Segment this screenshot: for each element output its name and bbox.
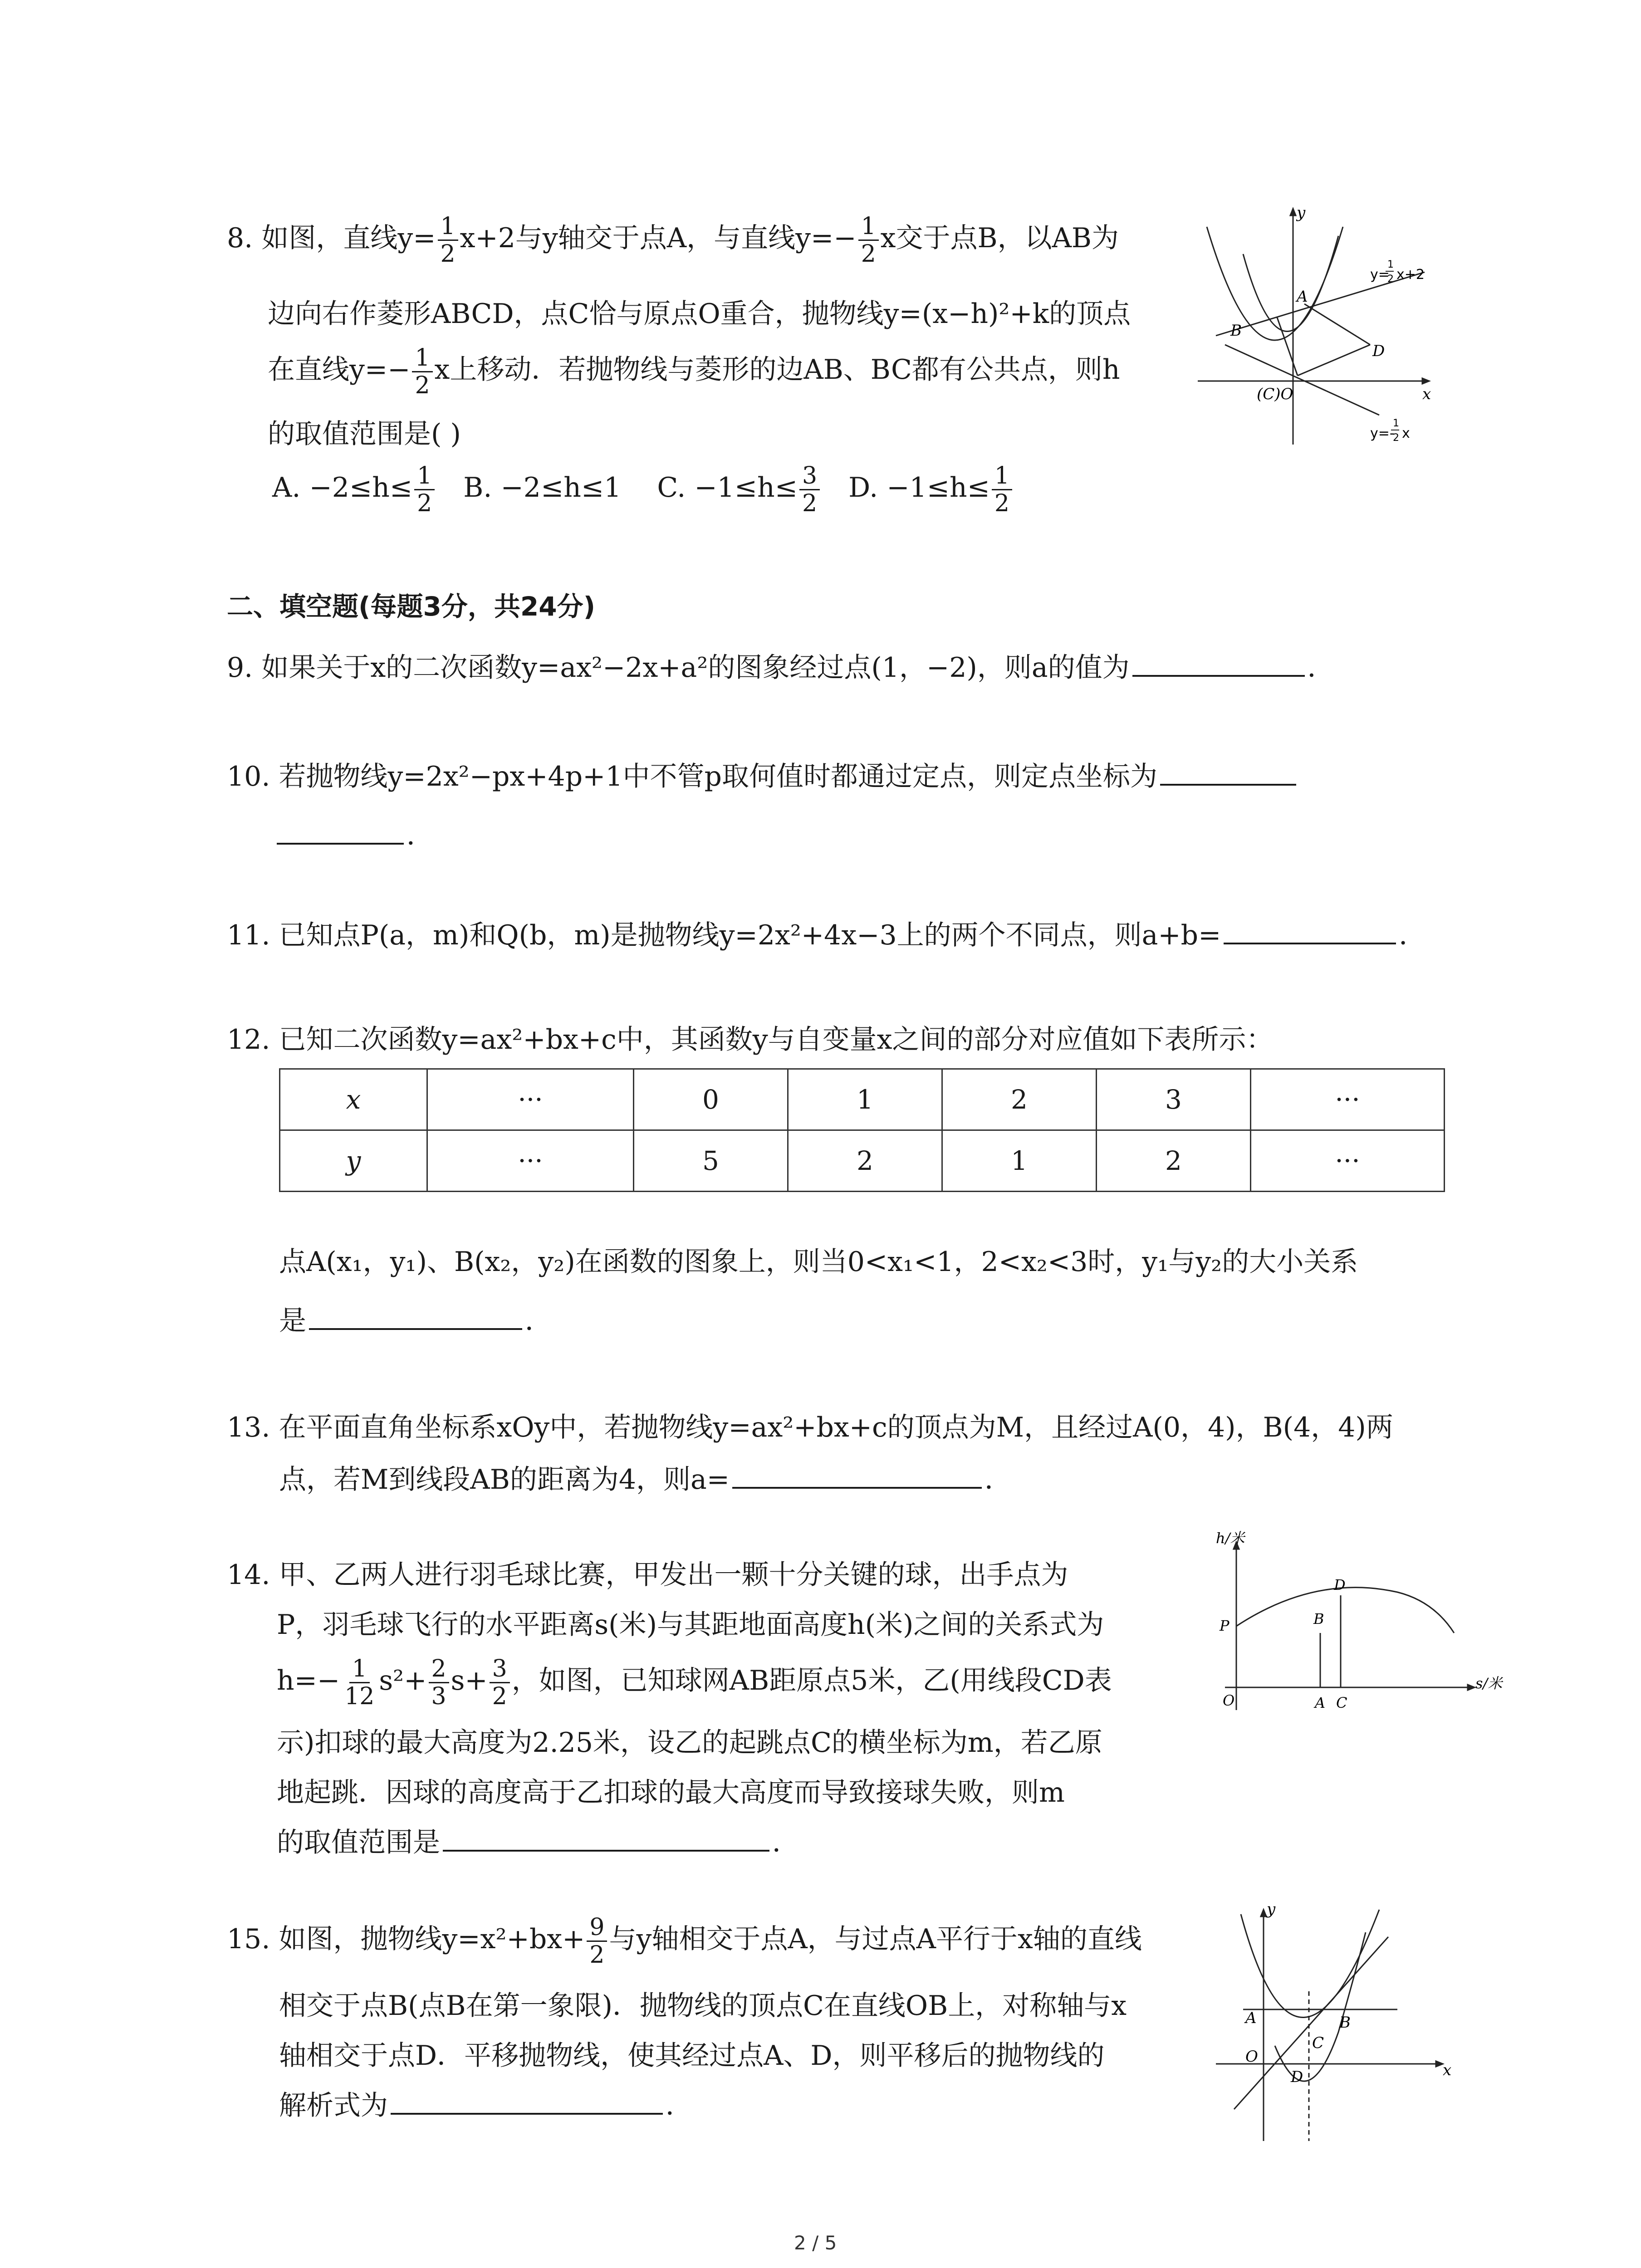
fig-label: x (1422, 385, 1431, 403)
q14-figure (1198, 1529, 1503, 1737)
fig-label: B (1230, 322, 1242, 340)
svg-text:O: O (1245, 2048, 1258, 2066)
page-number: 2 / 5 (794, 2232, 837, 2254)
fig-line-label-1 (1370, 259, 1425, 285)
svg-text:y: y (1267, 1900, 1276, 1918)
svg-text:D: D (1291, 2068, 1303, 2086)
q15-line4: 解析式为 ． (279, 2082, 693, 2129)
fig-label: D (1372, 342, 1385, 360)
q14-line6: 的取值范围是 ． (277, 1819, 799, 1866)
q8-figure (1189, 200, 1443, 454)
q14-line5: 地起跳．因球的高度高于乙扣球的最大高度而导致接球失败，则m (277, 1777, 1065, 1809)
fraction: $\frac{1}{2}$ (858, 213, 879, 267)
answer-blank[interactable] (309, 1301, 522, 1330)
q11: 11. 已知点P(a，m)和Q(b，m)是抛物线y=2x²+4x−3上的两个不同点，则a+b= ． (227, 912, 1426, 959)
svg-text:P: P (1220, 1617, 1230, 1634)
svg-text:y=-: y=- (1370, 425, 1395, 441)
answer-blank[interactable] (1160, 757, 1296, 786)
svg-text:h/米: h/米 (1216, 1530, 1245, 1547)
svg-text:x: x (1402, 425, 1410, 441)
svg-text:A: A (1315, 1694, 1326, 1711)
fig-label: A (1297, 288, 1308, 306)
svg-text:y=: y= (1370, 267, 1390, 283)
q8-number: 8. (227, 222, 253, 254)
q10: 10. 若抛物线y=2x²−px+4p+1中不管p取何值时都通过定点，则定点坐标为 (227, 753, 1299, 800)
svg-text:s/米: s/米 (1475, 1675, 1503, 1692)
q15-line1: 15. 如图，抛物线y=x²+bx+ $\frac{9}{2}$ 与y轴相交于点A，与过点A平行于x轴的直线 (227, 1914, 1142, 1969)
q14-line3: h=− $\frac{1}{12}$ s²+ $\frac{2}{3}$ s+ $\frac{3}{2}$ ，如图，已知球网AB距原点5米，乙(用线段CD表 (277, 1655, 1112, 1710)
q15-line2: 相交于点B(点B在第一象限)．抛物线的顶点C在直线OB上，对称轴与x (279, 1990, 1127, 2022)
svg-text:1: 1 (1387, 259, 1394, 270)
q10-cont: ． (277, 812, 434, 859)
q14-line4: 示)扣球的最大高度为2.25米，设乙的起跳点C的横坐标为m，若乙原 (277, 1727, 1102, 1759)
table-row: y ··· 5 2 1 2 ··· (280, 1130, 1445, 1192)
option-d: D. −1≤h≤ $\frac{1}{2}$ (848, 472, 1014, 503)
svg-text:A: A (1245, 2009, 1257, 2027)
table-row: x ··· 0 1 2 3 ··· (280, 1069, 1445, 1130)
answer-blank[interactable] (277, 816, 404, 845)
svg-text:2: 2 (1387, 274, 1394, 285)
fraction: $\frac{1}{2}$ (412, 345, 432, 399)
q8-line3: 在直线y=− $\frac{1}{2}$ x上移动．若抛物线与菱形的边AB、BC都有公共点，则h (268, 344, 1120, 399)
q12-after1: 点A(x₁，y₁)、B(x₂，y₂)在函数的图象上，则当0<x₁<1，2<x₂<3时，y₁与y₂的大小关系 (279, 1246, 1358, 1278)
svg-text:D: D (1334, 1576, 1346, 1593)
q8-line4: 的取值范围是( ) (268, 418, 461, 450)
svg-text:x+2: x+2 (1396, 267, 1425, 283)
answer-blank[interactable] (1224, 915, 1396, 944)
svg-text:x: x (1443, 2061, 1452, 2079)
q12-value-table (279, 1068, 1445, 1192)
q14-line1: 14. 甲、乙两人进行羽毛球比赛，甲发出一颗十分关键的球，出手点为 (227, 1559, 1068, 1591)
answer-blank[interactable] (1132, 648, 1305, 677)
svg-text:C: C (1312, 2034, 1324, 2052)
fraction: $\frac{1}{2}$ (438, 213, 458, 267)
q12: 12. 已知二次函数y=ax²+bx+c中，其函数y与自变量x之间的部分对应值如下表所示： (227, 1024, 1274, 1056)
q8-line1: 8. 如图，直线y= $\frac{1}{2}$ x+2与y轴交于点A，与直线y=− $\frac{1}{2}$ x交于点B，以AB为 (227, 213, 1119, 268)
svg-text:2: 2 (1393, 432, 1399, 444)
option-b: B. −2≤h≤1 (463, 472, 622, 504)
fig-label: (C)O (1257, 385, 1293, 403)
option-c: C. −1≤h≤ $\frac{3}{2}$ (657, 472, 822, 503)
fig-line-label-2 (1370, 418, 1410, 444)
q13-line2: 点，若M到线段AB的距离为4，则a= ． (279, 1456, 1012, 1503)
q14-line2: P，羽毛球飞行的水平距离s(米)与其距地面高度h(米)之间的关系式为 (277, 1609, 1104, 1641)
section-heading: 二、填空题(每题3分，共24分) (227, 591, 596, 622)
svg-text:1: 1 (1393, 418, 1399, 429)
svg-text:B: B (1313, 1610, 1324, 1628)
q15-figure (1207, 1896, 1461, 2150)
answer-blank[interactable] (391, 2086, 663, 2115)
svg-text:C: C (1336, 1694, 1347, 1711)
answer-blank[interactable] (443, 1823, 769, 1852)
q15-line3: 轴相交于点D．平移抛物线，使其经过点A、D，则平移后的抛物线的 (279, 2040, 1105, 2072)
q8-line2: 边向右作菱形ABCD，点C恰与原点O重合，抛物线y=(x−h)²+k的顶点 (268, 298, 1131, 330)
q13-line1: 13. 在平面直角坐标系xOy中，若抛物线y=ax²+bx+c的顶点为M，且经过A(0，4)，B(4，4)两 (227, 1412, 1393, 1443)
q12-after2: 是 ． (279, 1297, 552, 1344)
svg-text:B: B (1339, 2014, 1351, 2032)
option-a: A. −2≤h≤ $\frac{1}{2}$ (272, 472, 436, 503)
q9: 9. 如果关于x的二次函数y=ax²−2x+a²的图象经过点(1，−2)，则a的值为 ． (227, 644, 1335, 691)
q8-options (272, 463, 1014, 517)
fig-label: y (1297, 204, 1306, 222)
answer-blank[interactable] (732, 1460, 982, 1489)
svg-text:O: O (1223, 1692, 1235, 1709)
